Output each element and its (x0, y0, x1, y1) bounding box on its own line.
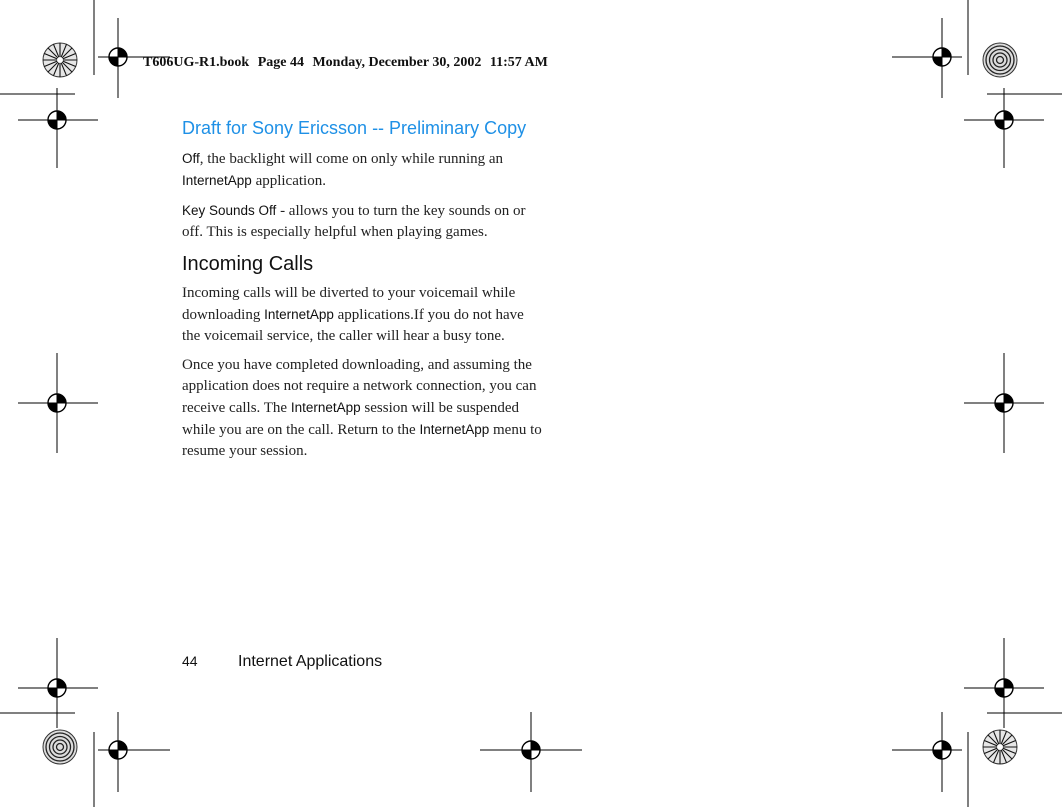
paragraph-text: application. (251, 173, 326, 189)
page-number: 44 (182, 653, 198, 669)
paragraph-text: , the backlight will come on only while running an (199, 151, 504, 167)
term-internetapp: InternetApp (182, 173, 252, 188)
term-key-sounds-off: Key Sounds Off (182, 203, 277, 218)
paragraph-text: Once you have completed downloading, and assuming the application does not require a network connection, you can receive calls. The (182, 357, 537, 416)
paragraph-text: applications.If you do not have the voicemail service, the caller will hear a busy tone. (182, 307, 524, 344)
page-footer (182, 653, 382, 671)
term-internetapp: InternetApp (264, 307, 334, 322)
book-header (143, 55, 553, 71)
header-page: Page 44 (257, 55, 304, 70)
paragraph-text: Incoming calls will be diverted to your voicemail while downloading (182, 285, 516, 323)
section-heading: Incoming Calls (182, 253, 314, 275)
header-time: 11:57 AM (489, 55, 548, 70)
paragraph-text: menu to resume your session. (182, 422, 542, 459)
term-internetapp: InternetApp (419, 422, 490, 437)
paragraph-after-download (182, 355, 542, 462)
header-date: Monday, December 30, 2002 (312, 55, 482, 70)
paragraph-text: - allows you to turn the key sounds on or off. This is especially helpful when playing games. (182, 203, 526, 240)
paragraph-text: session will be suspended while you are on the call. Return to the (182, 400, 519, 438)
paragraph-off (182, 148, 542, 192)
paragraph-key-sounds (182, 200, 542, 243)
footer-section-title: Internet Applications (238, 653, 383, 670)
term-internetapp: InternetApp (290, 400, 361, 415)
draft-label: Draft for Sony Ericsson -- Preliminary Copy (182, 118, 527, 138)
header-book: T606UG-R1.book (143, 55, 250, 70)
term-off: Off (182, 151, 200, 166)
body-text (182, 148, 542, 470)
paragraph-incoming-calls (182, 283, 542, 347)
